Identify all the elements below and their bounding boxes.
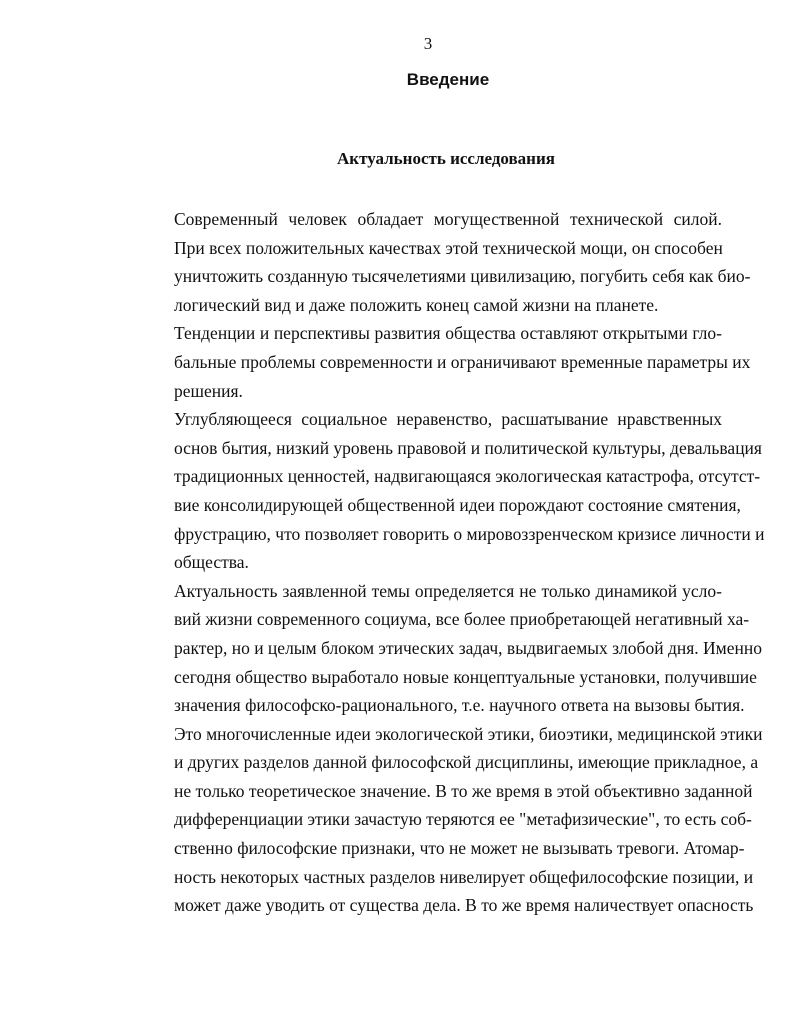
text-line: не только теоретическое значение. В то же время в этой объективно заданной (174, 780, 753, 801)
page-number: 3 (423, 34, 433, 53)
text-line: основ бытия, низкий уровень правовой и политической культуры, девальвация (174, 437, 762, 458)
text-line: Углубляющееся социальное неравенство, расшатывание нравственных (174, 409, 722, 430)
body-text (132, 205, 765, 920)
text-line: общества. (174, 552, 249, 573)
text-line: ность некоторых частных разделов нивелирует общефилософские позиции, и (174, 866, 754, 887)
chapter-title: Введение (406, 70, 490, 89)
section-title: Актуальность исследования (337, 149, 555, 168)
paragraph-1 (132, 205, 751, 319)
text-line: вие консолидирующей общественной идеи порождают состояние смятения, (174, 494, 741, 515)
text-line: вий жизни современного социума, все более приобретающей негативный ха- (174, 609, 750, 630)
text-line: и других разделов данной философской дисциплины, имеющие прикладное, а (174, 752, 759, 773)
text-line: сегодня общество выработало новые концептуальные установки, получившие (174, 666, 757, 687)
text-line: Современный человек обладает могущественной технической силой. (174, 209, 722, 229)
paragraph-4 (132, 577, 763, 920)
text-line: бальные проблемы современности и ограничивают временные параметры их (174, 351, 751, 372)
text-line: традиционных ценностей, надвигающаяся экологическая катастрофа, отсутст- (174, 466, 761, 487)
text-line: При всех положительных качествах этой технической мощи, он способен (174, 237, 723, 258)
paragraph-2 (132, 319, 751, 405)
text-line: фрустрацию, что позволяет говорить о мировоззренческом кризисе личности и (174, 523, 765, 544)
text-line: значения философско-рационального, т.е. научного ответа на вызовы бытия. (174, 695, 745, 716)
text-line: решения. (174, 380, 243, 401)
paragraph-3 (132, 405, 765, 577)
text-line: ственно философские признаки, что не может не вызывать тревоги. Атомар- (174, 838, 745, 859)
text-line: Тенденции и перспективы развития общества оставляют открытыми гло- (174, 323, 722, 344)
text-line: Это многочисленные идеи экологической этики, биоэтики, медицинской этики (174, 723, 763, 744)
text-line: логический вид и даже положить конец самой жизни на планете. (174, 294, 659, 315)
text-line: Актуальность заявленной темы определяется не только динамикой усло- (174, 580, 722, 601)
text-line: может даже уводить от существа дела. В то же время наличествует опасность (174, 895, 754, 916)
text-line: уничтожить созданную тысячелетиями цивилизацию, погубить себя как био- (174, 266, 751, 287)
text-line: рактер, но и целым блоком этических задач, выдвигаемых злобой дня. Именно (174, 637, 762, 658)
text-line: дифференциации этики зачастую теряются ее "метафизические", то есть соб- (174, 809, 752, 830)
